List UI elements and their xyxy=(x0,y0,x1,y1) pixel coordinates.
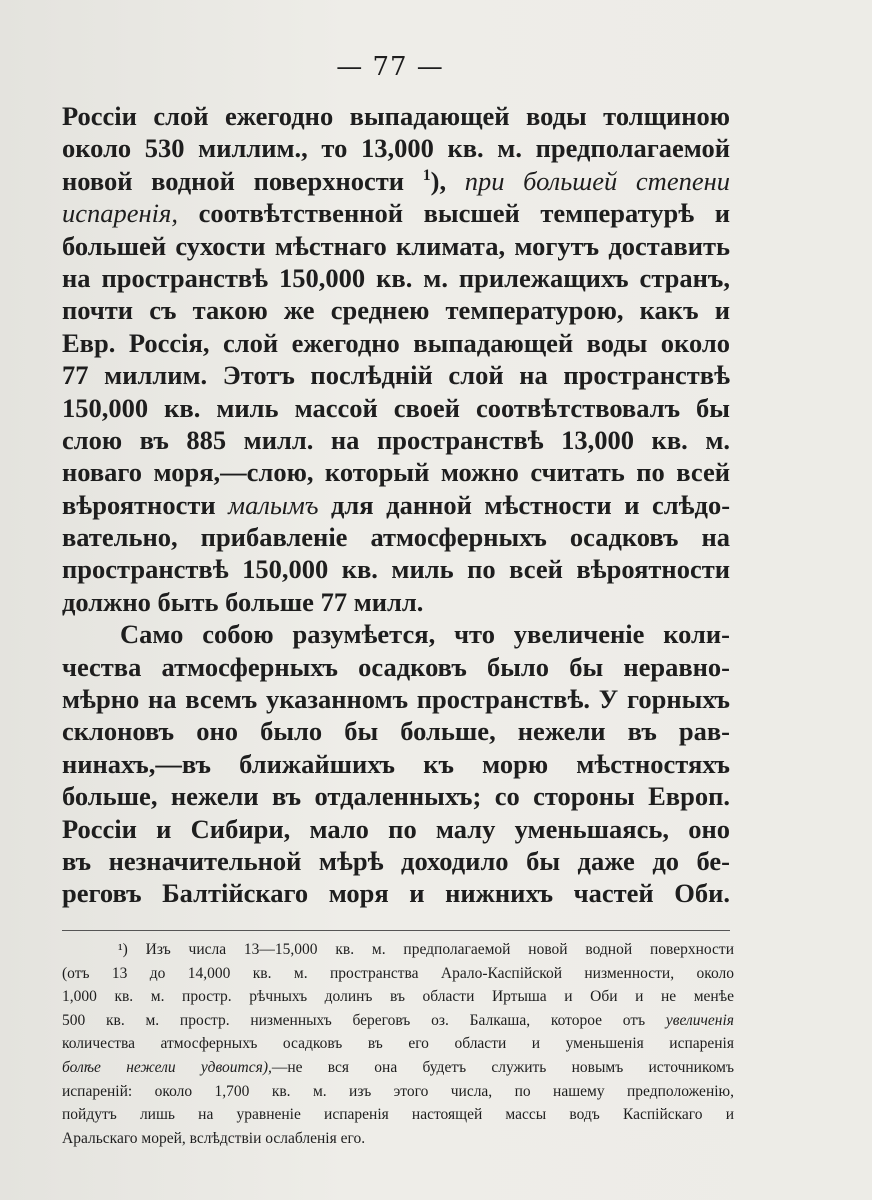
paragraph-1 xyxy=(62,100,730,618)
text-segment: новой водной поверхности xyxy=(62,165,405,196)
footnote-divider xyxy=(62,930,730,931)
italic-text: малымъ xyxy=(228,489,319,520)
text-line: почти съ такою же среднею температурою, какъ и xyxy=(62,295,730,326)
text-line: реговъ Балтійскаго моря и нижнихъ частей Оби. xyxy=(62,878,730,909)
text-line: около 530 миллим., то 13,000 кв. м. предполагаемой xyxy=(62,133,730,164)
main-text xyxy=(62,100,730,910)
text-line: Россіи и Сибири, мало по малу уменьшаясь, оно xyxy=(62,813,730,844)
text-line: должно быть больше 77 милл. xyxy=(62,586,424,617)
text-line: вательно, прибавленіе атмосферныхъ осадковъ на xyxy=(62,522,730,553)
text-line: 150,000 кв. миль массой своей соотвѣтствовалъ бы xyxy=(62,392,730,423)
footnote-line: пойдутъ лишь на уравненіе испаренія настоящей массы водъ Каспійскаго и xyxy=(62,1106,734,1124)
footnote-line: количества атмосферныхъ осадковъ въ его области и уменьшенія испаренія xyxy=(62,1035,734,1053)
text-line: новаго моря,—слою, который можно считать по всей xyxy=(62,457,730,488)
italic-text: увеличенія xyxy=(665,1011,734,1029)
text-segment: для данной мѣстности и слѣдо- xyxy=(331,489,731,520)
italic-text: испаренія, xyxy=(62,198,178,229)
text-line: 77 миллим. Этотъ послѣдній слой на пространствѣ xyxy=(62,360,730,391)
text-line: на пространствѣ 150,000 кв. м. прилежащихъ странъ, xyxy=(62,262,730,293)
text-line: въ незначительной мѣрѣ доходило бы даже до бе- xyxy=(62,845,730,876)
footnote-line: 1,000 кв. м. простр. рѣчныхъ долинъ въ области Иртыша и Оби и не менѣе xyxy=(62,988,734,1006)
text-segment: вѣроятности xyxy=(62,489,216,520)
text-line: слою въ 885 милл. на пространствѣ 13,000 кв. м. xyxy=(62,424,730,455)
text-segment: 500 кв. м. простр. низменныхъ береговъ оз. Балкаша, которое отъ xyxy=(62,1011,646,1029)
footnote xyxy=(62,938,734,1150)
text-line: большей сухости мѣстнаго климата, могутъ доставить xyxy=(62,230,730,261)
text-line: больше, нежели въ отдаленныхъ; со стороны Европ. xyxy=(62,781,730,812)
text-line: Само собою разумѣется, что увеличеніе коли- xyxy=(120,619,730,650)
page-number: — 77 — xyxy=(336,52,444,82)
text-line xyxy=(62,489,730,521)
italic-text: при большей степени xyxy=(464,165,730,196)
text-line: нинахъ,—въ ближайшихъ къ морю мѣстностяхъ xyxy=(62,748,730,779)
text-line: мѣрно на всемъ указанномъ пространствѣ. У горныхъ xyxy=(62,684,730,715)
italic-text: болѣе нежели удвоится), xyxy=(62,1058,272,1076)
text-line: чества атмосферныхъ осадковъ было бы неравно- xyxy=(62,651,730,682)
footnote-line xyxy=(62,1056,734,1080)
footnote-line xyxy=(62,1009,734,1033)
footnote-marker: ¹) xyxy=(118,941,128,958)
text-segment: соотвѣтственной высшей температурѣ и xyxy=(198,198,731,229)
text-line: Евр. Россія, слой ежегодно выпадающей воды около xyxy=(62,327,730,358)
text-line xyxy=(62,197,730,229)
footnote-line: (отъ 13 до 14,000 кв. м. пространства Арало-Каспійской низменности, около xyxy=(62,964,734,982)
paragraph-2 xyxy=(62,618,730,910)
text-line: Россіи слой ежегодно выпадающей воды толщиною xyxy=(62,101,730,131)
footnote-line: Аральскаго морей, вслѣдствіи ослабленія его. xyxy=(62,1129,366,1147)
footnote-line xyxy=(62,938,734,962)
text-line: пространствѣ 150,000 кв. миль по всей вѣроятности xyxy=(62,554,730,585)
text-segment: ), xyxy=(430,165,447,196)
text-line: склоновъ оно было бы больше, нежели въ рав- xyxy=(62,716,730,747)
footnote-line: испареній: около 1,700 кв. м. изъ этого числа, по нашему предположенію, xyxy=(62,1082,734,1100)
text-line xyxy=(62,165,730,197)
text-segment: Изъ числа 13—15,000 кв. м. предполагаемой новой водной поверхности xyxy=(145,941,735,958)
footnote-reference: 1 xyxy=(422,166,431,184)
text-segment: —не вся она будетъ служить новымъ источникомъ xyxy=(271,1058,734,1076)
